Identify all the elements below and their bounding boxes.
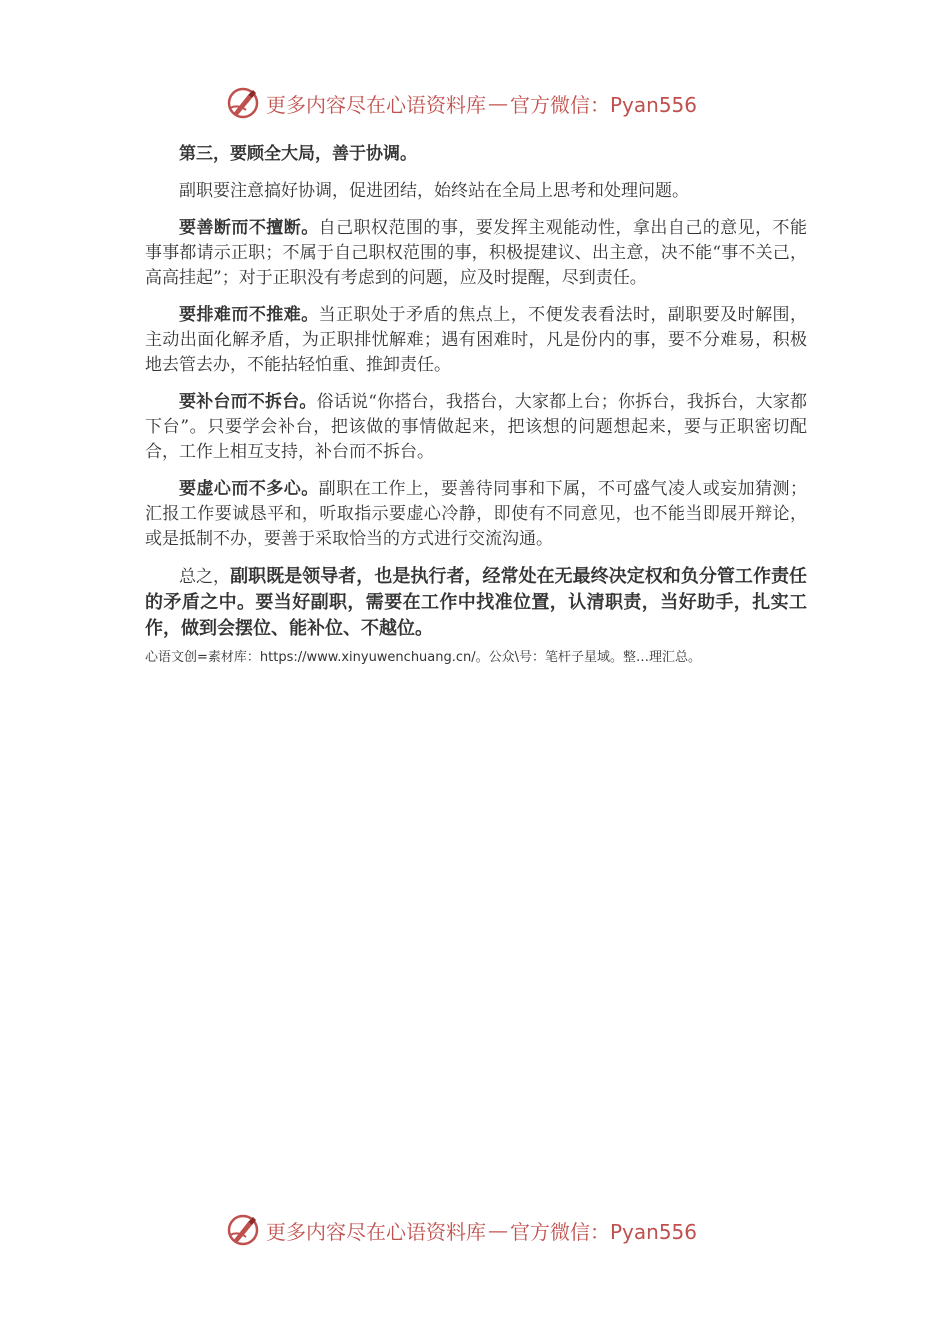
banner-separator: —	[488, 91, 508, 115]
banner-separator: —	[488, 1218, 508, 1242]
point-title: 要排难而不推难。	[179, 305, 319, 325]
banner-wechat: 官方微信：Pyan556	[510, 92, 698, 117]
banner-text: 更多内容尽在心语资料库	[266, 92, 486, 117]
summary-lead: 总之，	[179, 567, 231, 587]
point-body: 当正职处于矛盾的焦点上，不便发表看法时，副职要及时解围，主动出面化解矛盾，为正职排忧解难；遇有困难时，凡是份内的事，要不分难易，积极地去管去办，不能拈轻怕重、推卸责任。	[145, 305, 808, 375]
footer-banner	[226, 1212, 746, 1248]
point-paragraph	[145, 303, 807, 378]
intro-paragraph: 副职要注意搞好协调，促进团结，始终站在全局上思考和处理问题。	[179, 181, 689, 201]
summary-paragraph	[145, 564, 807, 642]
point-paragraph	[145, 216, 807, 291]
point-paragraph	[145, 390, 807, 465]
point-title: 要补台而不拆台。	[179, 392, 317, 412]
pen-logo-icon	[226, 86, 260, 120]
point-title: 要虚心而不多心。	[179, 479, 319, 499]
source-note: 心语文创=素材库：https://www.xinyuwenchuang.cn/。公众\号：笔杆子星域。整…理汇总。	[145, 650, 702, 665]
document-body	[145, 142, 807, 668]
pen-logo-icon	[226, 1213, 260, 1247]
point-body: 自己职权范围的事，要发挥主观能动性，拿出自己的意见，不能事事都请示正职；不属于自己职权范围的事，积极提建议、出主意，决不能“事不关己，高高挂起”；对于正职没有考虑到的问题，应及时提醒，尽到责任。	[145, 218, 808, 288]
point-body: 俗话说“你搭台，我搭台，大家都上台；你拆台，我拆台，大家都下台”。只要学会补台，把该做的事情做起来，把该想的问题想起来，要与正职密切配合，工作上相互支持，补台而不拆台。	[145, 392, 807, 462]
banner-wechat: 官方微信：Pyan556	[510, 1219, 698, 1244]
point-paragraph	[145, 477, 807, 552]
point-body: 副职在工作上，要善待同事和下属，不可盛气凌人或妄加猜测；汇报工作要诚恳平和，听取指示要虚心冷静，即使有不同意见，也不能当即展开辩论，或是抵制不办，要善于采取恰当的方式进行交流沟通。	[145, 479, 808, 549]
section-heading: 第三，要顾全大局，善于协调。	[179, 144, 417, 164]
header-banner	[226, 85, 746, 121]
point-title: 要善断而不擅断。	[179, 218, 319, 238]
banner-text: 更多内容尽在心语资料库	[266, 1219, 486, 1244]
summary-body: 副职既是领导者，也是执行者，经常处在无最终决定权和负分管工作责任的矛盾之中。要当好副职，需要在工作中找准位置，认清职责，当好助手，扎实工作，做到会摆位、能补位、不越位。	[145, 566, 808, 639]
